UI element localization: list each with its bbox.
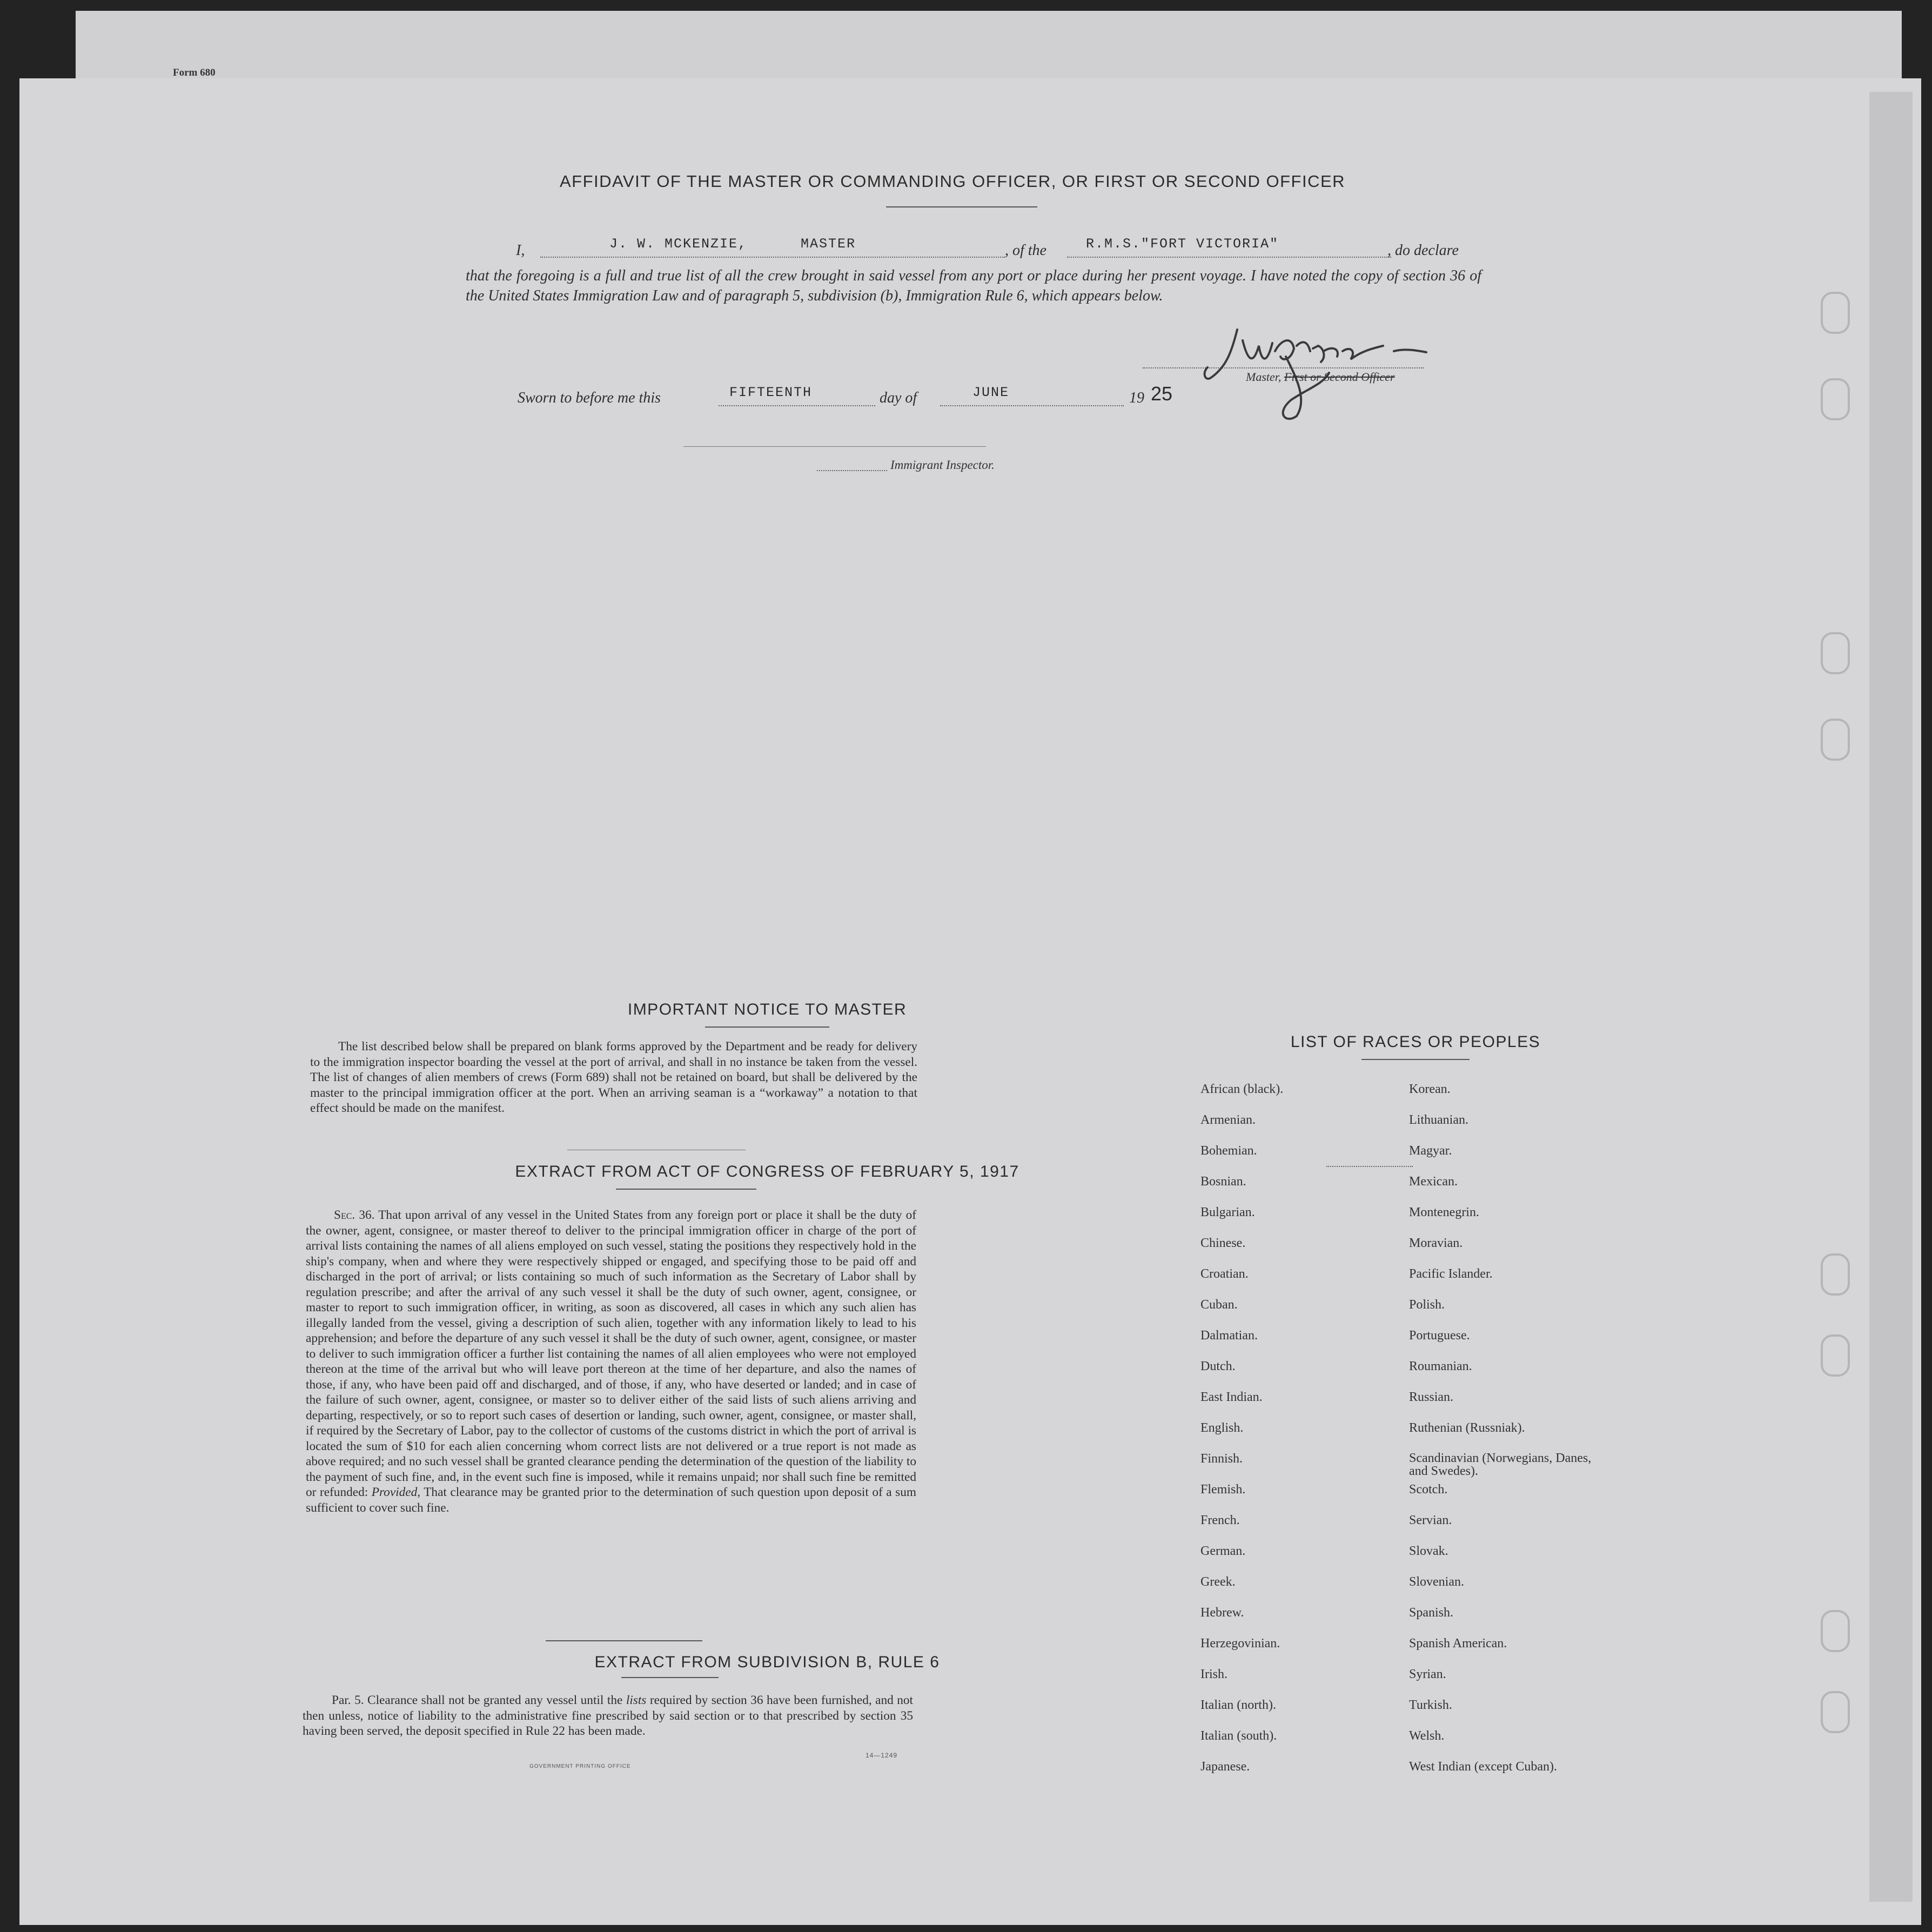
race-item: Pacific Islander. [1409, 1267, 1493, 1281]
races-title: LIST OF RACES OR PEOPLES [1290, 1033, 1541, 1051]
race-item: Italian (north). [1200, 1698, 1276, 1712]
race-item: Greek. [1200, 1575, 1236, 1589]
race-item: Bohemian. [1200, 1144, 1257, 1158]
vessel-name: R.M.S."FORT VICTORIA" [1086, 236, 1279, 252]
race-item: Scotch. [1409, 1482, 1448, 1497]
race-item: Bosnian. [1200, 1175, 1246, 1189]
rule6-text: Clearance shall not be granted any vessel until the [367, 1693, 623, 1707]
rule6-body [303, 1693, 913, 1739]
punch-hole [1821, 632, 1850, 674]
vessel-line [1067, 257, 1391, 258]
race-item: Irish. [1200, 1667, 1227, 1681]
race-item: Chinese. [1200, 1236, 1246, 1250]
rule6-lists: lists [626, 1693, 647, 1707]
day-of-label: day of [880, 390, 917, 406]
races-left-column [1200, 1082, 1283, 1790]
notice-body: The list described below shall be prepared on blank forms approved by the Department and be ready for delivery to the immigration inspector boarding the vessel at the port of arrival, and shall in no instance be taken from the vessel. The list of changes of alien members of crews (Form 689) shall not be retained on board, but shall be delivered by the master to the principal immigration officer at the port. When an arriving seaman is a “workaway” a notation to that effect should be made on the manifest. [310, 1039, 917, 1115]
rule6-par-label: Par. 5. [332, 1693, 364, 1707]
race-item: Flemish. [1200, 1482, 1246, 1497]
race-item: Moravian. [1409, 1236, 1463, 1250]
master-name: J. W. MCKENZIE, [609, 236, 748, 252]
race-item: Dutch. [1200, 1359, 1236, 1373]
race-item: Mexican. [1409, 1175, 1458, 1189]
race-item: Herzegovinian. [1200, 1636, 1280, 1651]
master-rank: MASTER [801, 236, 856, 252]
race-item: Bulgarian. [1200, 1205, 1255, 1219]
punch-hole [1821, 1334, 1850, 1377]
race-item: Croatian. [1200, 1267, 1249, 1281]
sworn-month: JUNE [972, 385, 1010, 400]
punch-hole [1821, 719, 1850, 761]
sworn-year: 25 [1151, 383, 1173, 405]
act-underline [616, 1189, 756, 1190]
race-item: West Indian (except Cuban). [1409, 1760, 1557, 1774]
race-item: Scandinavian (Norwegians, Danes, and Swedes). [1409, 1451, 1592, 1478]
title-underline [886, 206, 1037, 207]
race-item: Roumanian. [1409, 1359, 1472, 1373]
rule6-text-end: required by section 36 have been furnished, and not then unless, notice of liability to the administrative fine prescribed by said section or to that prescribed by section 35 having been served, the deposit specified in Rule 22 has been made. [303, 1693, 914, 1738]
race-item: Korean. [1409, 1082, 1451, 1096]
punch-hole [1821, 1691, 1850, 1733]
race-item: Syrian. [1409, 1667, 1446, 1681]
act-section-label: Sec. 36. [334, 1208, 375, 1222]
sworn-label: Sworn to before me this [518, 390, 661, 406]
magyar-dots [1326, 1166, 1413, 1167]
race-item: Magyar. [1409, 1144, 1452, 1158]
race-item: Russian. [1409, 1390, 1454, 1404]
name-line [540, 257, 1005, 258]
race-item: Ruthenian (Russniak). [1409, 1421, 1525, 1435]
signature-caption [1246, 370, 1395, 384]
do-declare-label: , do declare [1387, 242, 1459, 259]
notice-underline [705, 1027, 829, 1028]
form-code: 14—1249 [866, 1752, 898, 1759]
race-item: Hebrew. [1200, 1606, 1244, 1620]
race-item: Cuban. [1200, 1298, 1238, 1312]
race-item: Lithuanian. [1409, 1113, 1468, 1127]
affidavit-pronoun: I, [516, 242, 525, 259]
act-body [306, 1208, 916, 1515]
race-item: Spanish. [1409, 1606, 1454, 1620]
day-line [719, 405, 875, 406]
race-item: East Indian. [1200, 1390, 1263, 1404]
affidavit-body: that the foregoing is a full and true list of all the crew brought in said vessel from any port or place during her present voyage. I have noted the copy of section 36 of the United States Immigration Law and of paragraph 5, subdivision (b), Immigration Rule 6, which appears below. [466, 267, 1481, 304]
race-item: Polish. [1409, 1298, 1445, 1312]
notice-title: IMPORTANT NOTICE TO MASTER [627, 1001, 907, 1018]
race-item: Slovenian. [1409, 1575, 1464, 1589]
race-item: French. [1200, 1513, 1240, 1527]
year-prefix: 19 [1129, 390, 1144, 406]
race-item: Armenian. [1200, 1113, 1256, 1127]
divider [546, 1640, 702, 1641]
sworn-day: FIFTEENTH [729, 385, 813, 400]
race-item: African (black). [1200, 1082, 1284, 1096]
punch-hole [1821, 378, 1850, 420]
race-item: Japanese. [1200, 1760, 1250, 1774]
race-item: Finnish. [1200, 1452, 1243, 1466]
act-title: EXTRACT FROM ACT OF CONGRESS OF FEBRUARY 5, 1917 [515, 1163, 1019, 1180]
races-right-column [1409, 1082, 1593, 1790]
caption-struck-officer: First or Second Officer [1284, 370, 1395, 384]
race-item: Italian (south). [1200, 1729, 1277, 1743]
caption-master: Master, [1246, 370, 1282, 384]
of-the-label: , of the [1005, 242, 1046, 259]
race-item: Spanish American. [1409, 1636, 1507, 1651]
race-item: Welsh. [1409, 1729, 1445, 1743]
race-item: Dalmatian. [1200, 1329, 1258, 1343]
form-number: Form 680 [173, 67, 216, 78]
punch-hole [1821, 1610, 1850, 1652]
race-item: Portuguese. [1409, 1329, 1470, 1343]
act-text: That upon arrival of any vessel in the United States from any foreign port or place it shall be the duty of the owner, agent, consignee, or master thereof to deliver to the principal immigration officer in charge of the port of arrival lists containing the names of all aliens employed on such vessel, stating the positions they respectively hold in the ship's company, when and where they were respectively shipped or engaged, and specifying those to be paid off and discharged in the port of arrival; or lists containing so much of such information as the Secretary of Labor shall by regulation prescribe; and after the arrival of any such vessel it shall be the duty of such owner, agent, consignee, or master to report to such immigration officer, in writing, as soon as discovered, all cases in which any such alien has illegally landed from the vessel, giving a description of such alien, together with any information likely to lead to his apprehension; and before the departure of any such vessel it shall be the duty of such owner, agent, consignee, or master to deliver to such immigration officer a further list containing the names of all alien employees who were not employed thereon at the time of the arrival but who will leave port thereon at the time of her departure, and also the names of those, if any, who have been paid off and discharged, and of those, if any, who have deserted or landed; and in case of the failure of such owner, agent, consignee, or master so to deliver either of the said lists of such aliens arriving and departing, respectively, or so to report such cases of desertion or landing, such owner, agent, consignee, or master shall, if required by the Secretary of Labor, pay to the collector of customs of the customs district in which the port of arrival is located the sum of $10 for each alien concerning whom correct lists are not delivered or a true report is not made as above required; and no such vessel shall be granted clearance pending the determination of the question of the liability to the payment of such fine, and, in the event such fine is imposed, while it remains unpaid; nor shall such fine be remitted or refunded: [306, 1208, 917, 1499]
race-item: Slovak. [1409, 1544, 1448, 1558]
month-line [940, 405, 1124, 406]
rule6-title: EXTRACT FROM SUBDIVISION B, RULE 6 [594, 1653, 940, 1671]
act-proviso: Provided, [371, 1485, 421, 1499]
race-item: Servian. [1409, 1513, 1452, 1527]
inspector-signature-line [683, 446, 986, 447]
affidavit-title: AFFIDAVIT OF THE MASTER OR COMMANDING OFFICER, OR FIRST OR SECOND OFFICER [560, 172, 1346, 191]
inspector-dots [817, 470, 887, 471]
race-item: English. [1200, 1421, 1244, 1435]
inspector-caption: Immigrant Inspector. [890, 458, 995, 472]
races-underline [1361, 1059, 1470, 1060]
printer-imprint: GOVERNMENT PRINTING OFFICE [529, 1763, 631, 1769]
race-item: Montenegrin. [1409, 1205, 1479, 1219]
rule6-underline [621, 1677, 719, 1678]
race-item: German. [1200, 1544, 1246, 1558]
race-item: Turkish. [1409, 1698, 1452, 1712]
binding-strip [1869, 92, 1913, 1902]
punch-hole [1821, 292, 1850, 334]
act-text-end: That clearance may be granted prior to the determination of such question upon deposit of a sum sufficient to cover such fine. [306, 1485, 916, 1515]
punch-hole [1821, 1253, 1850, 1296]
